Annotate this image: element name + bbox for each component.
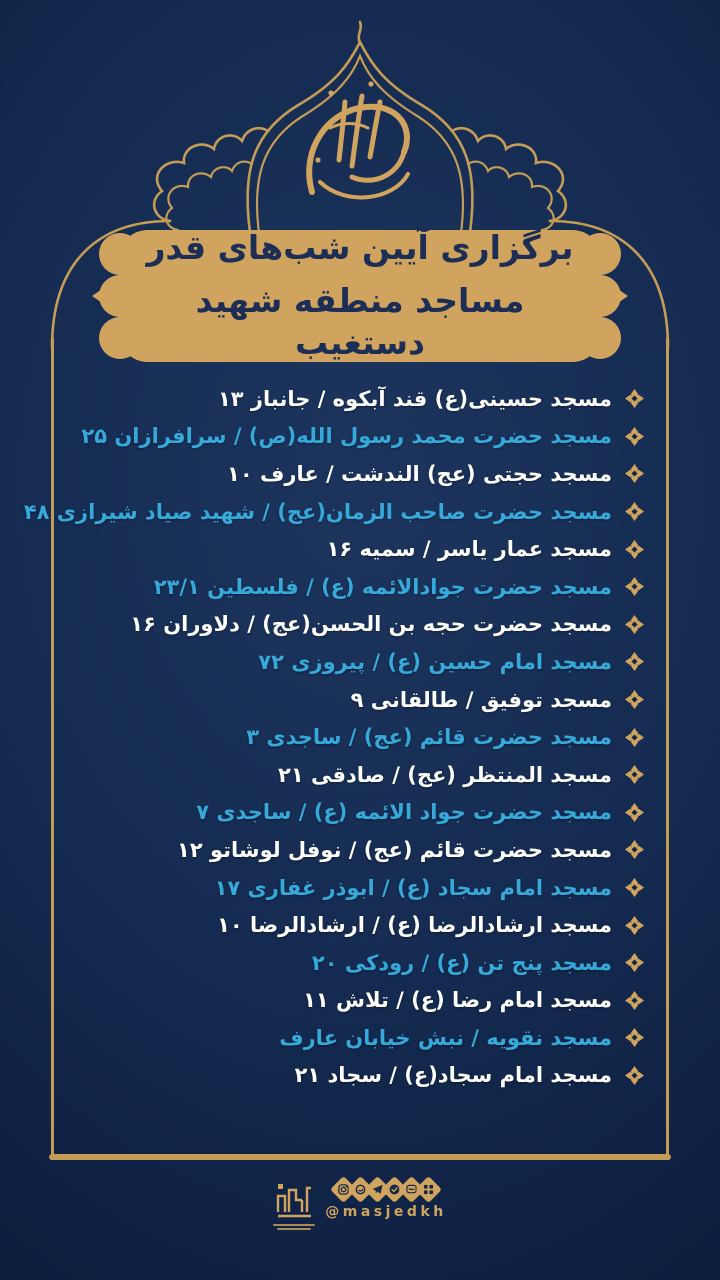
mosque-list-item bbox=[56, 794, 644, 832]
social-icons bbox=[335, 1180, 437, 1199]
flower-bullet-icon bbox=[625, 878, 644, 897]
flower-bullet-icon bbox=[625, 540, 644, 559]
title-line-2: مساجد منطقه شهید دستغیب bbox=[195, 280, 525, 363]
title-line-1: برگزاری آیین شب‌های قدر bbox=[146, 227, 574, 267]
flower-bullet-icon bbox=[625, 991, 644, 1010]
flower-bullet-icon bbox=[625, 427, 644, 446]
flower-bullet-icon bbox=[625, 916, 644, 935]
mosque-name: مسجد حجتی (عج) الندشت / عارف ۱۰ bbox=[227, 461, 612, 486]
mosque-name: مسجد امام حسین (ع) / پیروزی ۷۲ bbox=[258, 649, 612, 674]
dome-outline-inner bbox=[257, 56, 463, 233]
mosque-name: مسجد حضرت محمد رسول الله(ص) / سرافرازان ۲۵ bbox=[81, 424, 612, 449]
mosque-name: مسجد حضرت قائم (عج) / نوفل لوشاتو ۱۲ bbox=[177, 837, 612, 862]
flower-bullet-icon bbox=[625, 502, 644, 521]
mosque-name: مسجد امام رضا (ع) / تلاش ۱۱ bbox=[303, 988, 612, 1013]
flower-bullet-icon bbox=[625, 765, 644, 784]
mosque-list-item bbox=[56, 831, 644, 869]
mosque-list-item bbox=[56, 1019, 644, 1057]
mosque-list-item bbox=[56, 718, 644, 756]
flower-bullet-icon bbox=[625, 1066, 644, 1085]
mosque-list-item bbox=[56, 681, 644, 719]
mosque-list bbox=[23, 380, 644, 1094]
mosque-name: مسجد حسینی(ع) قند آبکوه / جانباز ۱۳ bbox=[217, 386, 612, 411]
flower-bullet-icon bbox=[625, 652, 644, 671]
mosque-list-item bbox=[23, 493, 644, 531]
mosque-name: مسجد پنج تن (ع) / رودکی ۲۰ bbox=[311, 950, 612, 975]
mosque-name: مسجد حضرت جواد الائمه (ع) / ساجدی ۷ bbox=[196, 800, 612, 825]
flower-bullet-icon bbox=[625, 615, 644, 634]
frame-left-border bbox=[51, 338, 54, 1160]
mosque-name: مسجد المنتظر (عج) / صادقی ۲۱ bbox=[278, 762, 612, 787]
mosque-name: مسجد امام سجاد(ع) / سجاد ۲۱ bbox=[294, 1063, 612, 1088]
mosque-list-item bbox=[56, 606, 644, 644]
mosque-list-item bbox=[56, 982, 644, 1020]
mosque-list-item bbox=[56, 944, 644, 982]
social-handle: @masjedkh bbox=[325, 1204, 447, 1220]
logo-caption-lines bbox=[273, 1224, 315, 1230]
mosque-name: مسجد ارشادالرضا (ع) / ارشادالرضا ۱۰ bbox=[217, 913, 612, 938]
mosque-name: مسجد حضرت جوادالائمه (ع) / فلسطین ۲۳/۱ bbox=[153, 574, 612, 599]
mosque-list-item bbox=[56, 568, 644, 606]
mosque-list-item bbox=[56, 643, 644, 681]
mosque-name: مسجد عمار یاسر / سمیه ۱۶ bbox=[326, 537, 612, 562]
mosque-name: مسجد حضرت صاحب الزمان(عج) / شهید صیاد شیرازی ۴۸ bbox=[23, 499, 612, 524]
mosque-list-item bbox=[56, 530, 644, 568]
gap-icon bbox=[415, 1176, 442, 1203]
mosque-name: مسجد حضرت قائم (عج) / ساجدی ۳ bbox=[246, 725, 612, 750]
mosque-list-item bbox=[56, 455, 644, 493]
flower-bullet-icon bbox=[625, 577, 644, 596]
mosque-list-item bbox=[56, 906, 644, 944]
mosque-list-item bbox=[56, 869, 644, 907]
title-plaque bbox=[90, 226, 630, 366]
footer bbox=[0, 1180, 720, 1230]
flower-bullet-icon bbox=[625, 953, 644, 972]
frame-right-border bbox=[666, 338, 669, 1160]
flower-bullet-icon bbox=[625, 728, 644, 747]
flower-bullet-icon bbox=[625, 1028, 644, 1047]
mosque-name: مسجد توفیق / طالقانی ۹ bbox=[350, 687, 612, 712]
dome-outline-outer bbox=[248, 42, 473, 232]
flower-bullet-icon bbox=[625, 464, 644, 483]
flower-bullet-icon bbox=[625, 803, 644, 822]
kufic-logo-icon bbox=[274, 1182, 314, 1220]
flower-bullet-icon bbox=[625, 690, 644, 709]
flower-bullet-icon bbox=[625, 389, 644, 408]
mosque-list-item bbox=[56, 756, 644, 794]
mosque-list-item bbox=[56, 1057, 644, 1095]
mosque-name: مسجد حضرت حجه بن الحسن(عج) / دلاوران ۱۶ bbox=[130, 612, 612, 637]
kufic-organization-logo bbox=[273, 1180, 315, 1230]
mosque-name: مسجد نقویه / نبش خیابان عارف bbox=[279, 1025, 612, 1050]
mosque-list-item bbox=[56, 380, 644, 418]
mosque-name: مسجد امام سجاد (ع) / ابوذر غفاری ۱۷ bbox=[214, 875, 612, 900]
frame-bottom-border bbox=[49, 1154, 671, 1160]
flower-bullet-icon bbox=[625, 840, 644, 859]
mosque-list-item bbox=[56, 418, 644, 456]
